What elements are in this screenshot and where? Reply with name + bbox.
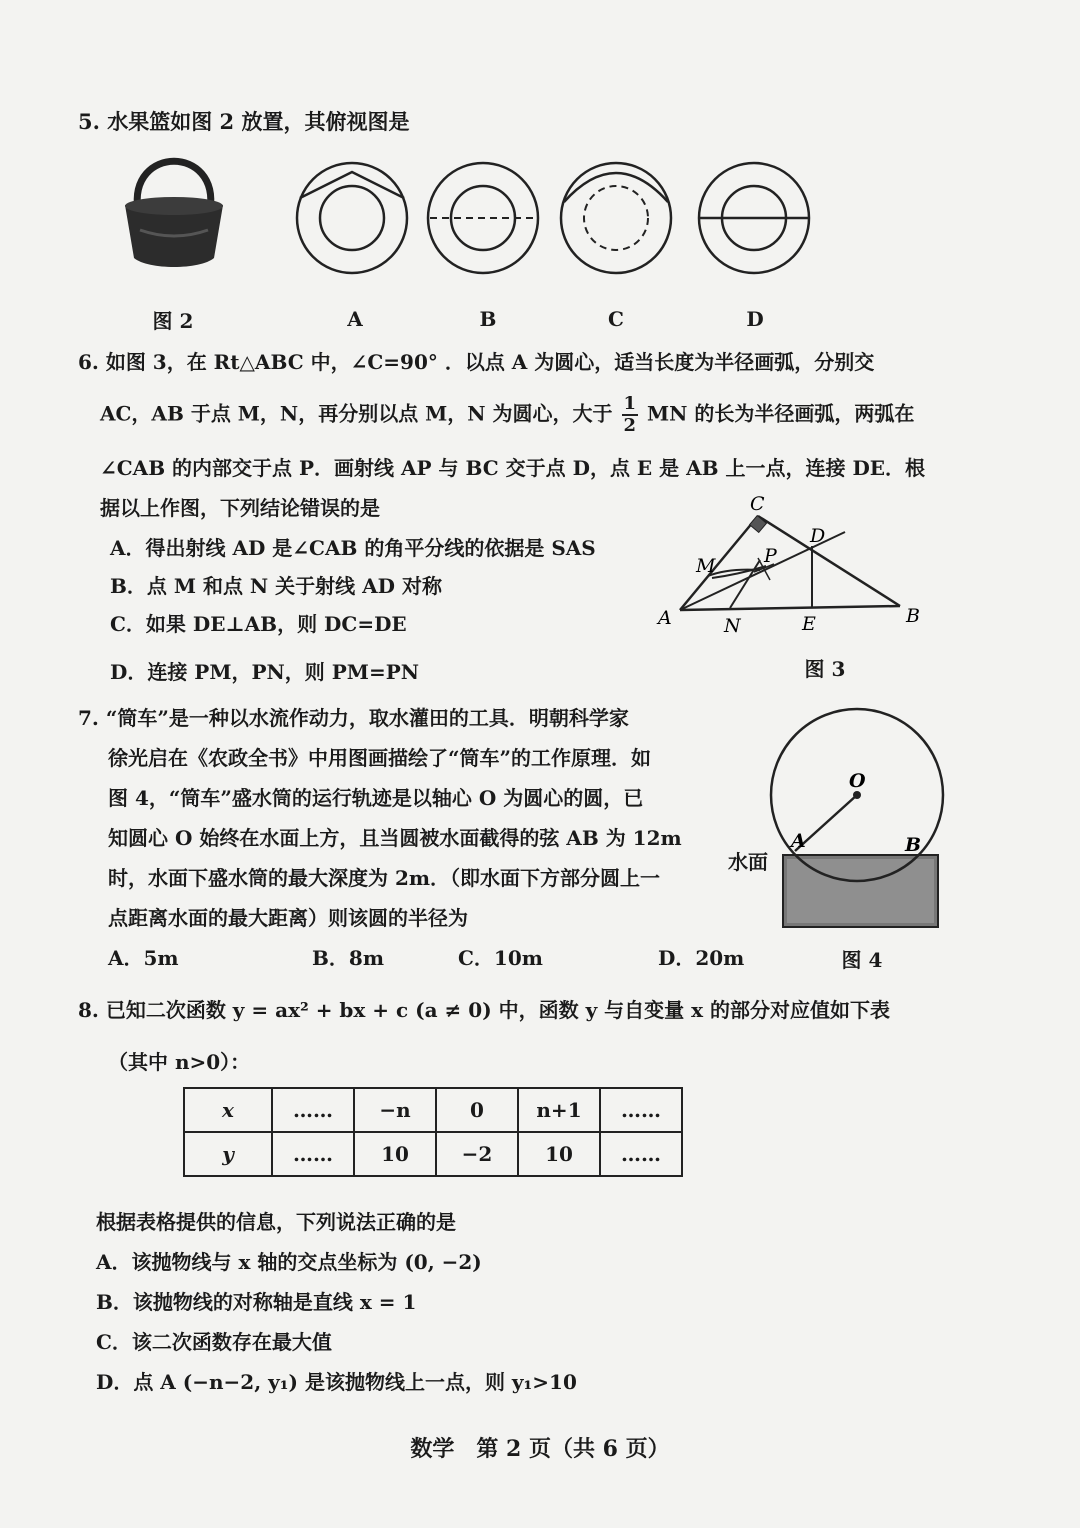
water-surface-label: 水面 <box>728 850 768 874</box>
q6-option-d: D．连接 PM，PN，则 PM=PN <box>110 660 420 684</box>
q8-stem: 8. 已知二次函数 y = ax² + bx + c (a ≠ 0) 中，函数 y 与自变量 x 的部分对应值如下表 <box>78 998 891 1022</box>
q5-figures <box>110 150 830 290</box>
table-row-y <box>184 1132 682 1176</box>
q8-option-b: B．该抛物线的对称轴是直线 x = 1 <box>96 1290 417 1314</box>
table-row-x <box>184 1088 682 1132</box>
q6-line2 <box>100 394 914 436</box>
option-d-figure <box>699 163 809 273</box>
table-cell: …… <box>600 1088 682 1132</box>
q7-option-d: D．20m <box>658 946 745 970</box>
fig3-caption: 图 3 <box>804 657 846 681</box>
label-a: A <box>658 607 672 629</box>
value-table <box>183 1087 683 1177</box>
q6-option-c: C．如果 DE⊥AB，则 DC=DE <box>110 612 407 636</box>
q6-line2b: MN 的长为半径画弧，两弧在 <box>647 401 915 426</box>
q7-line2: 徐光启在《农政全书》中用图画描绘了“筒车”的工作原理．如 <box>108 746 652 770</box>
option-b-figure <box>428 163 538 273</box>
label-o: O <box>849 770 866 792</box>
label-b: B <box>906 605 920 627</box>
table-cell: n+1 <box>518 1088 600 1132</box>
table-cell: 10 <box>518 1132 600 1176</box>
q7-line6: 点距离水面的最大距离）则该圆的半径为 <box>108 906 468 930</box>
label-p: P <box>764 545 777 567</box>
q7-line3: 图 4，“筒车”盛水筒的运行轨迹是以轴心 O 为圆心的圆，已 <box>108 786 644 810</box>
option-a-figure <box>297 163 407 273</box>
q8-option-c: C．该二次函数存在最大值 <box>96 1330 332 1354</box>
q8-option-a: A．该抛物线与 x 轴的交点坐标为 (0, −2) <box>96 1250 482 1274</box>
label-a4: A <box>791 830 806 852</box>
q7-option-b: B．8m <box>312 946 384 970</box>
fig2-caption: 图 2 <box>152 309 194 333</box>
caption-c: C <box>608 307 624 331</box>
q7-line5: 时，水面下盛水筒的最大深度为 2m．（即水面下方部分圆上一 <box>108 866 661 890</box>
label-b4: B <box>905 834 922 856</box>
q8-stem2: （其中 n>0）： <box>108 1050 251 1074</box>
q6-option-b: B．点 M 和点 N 关于射线 AD 对称 <box>110 574 442 598</box>
label-e: E <box>802 613 816 635</box>
table-cell: …… <box>272 1088 354 1132</box>
q7-line1: 7. “筒车”是一种以水流作动力，取水灌田的工具．明朝科学家 <box>78 706 629 730</box>
label-c: C <box>750 493 765 515</box>
caption-d: D <box>746 307 764 331</box>
table-cell: 10 <box>354 1132 436 1176</box>
table-cell: −n <box>354 1088 436 1132</box>
fraction-half: $\frac{1}{2}$ <box>623 393 637 436</box>
label-m: M <box>696 555 716 577</box>
table-cell: −2 <box>436 1132 518 1176</box>
figure-4 <box>725 695 955 940</box>
figure-3 <box>650 488 930 648</box>
table-cell: x <box>184 1088 272 1132</box>
caption-a: A <box>347 307 363 331</box>
q7-option-a: A．5m <box>108 946 179 970</box>
q5-stem: 5. 水果篮如图 2 放置，其俯视图是 <box>78 109 410 134</box>
q6-line4: 据以上作图，下列结论错误的是 <box>100 496 380 520</box>
label-d: D <box>810 525 826 547</box>
q6-line3: ∠CAB 的内部交于点 P．画射线 AP 与 BC 交于点 D，点 E 是 AB 上一点，连接 DE．根 <box>100 456 926 480</box>
basket-figure <box>125 161 223 267</box>
q6-line1: 6. 如图 3，在 Rt△ABC 中，∠C=90° ．以点 A 为圆心，适当长度为半径画弧，分别交 <box>78 350 875 374</box>
table-cell: …… <box>600 1132 682 1176</box>
q7-option-c: C．10m <box>458 946 543 970</box>
option-c-figure <box>561 163 671 273</box>
table-cell: …… <box>272 1132 354 1176</box>
q8-prompt: 根据表格提供的信息，下列说法正确的是 <box>96 1210 456 1234</box>
caption-b: B <box>479 307 497 331</box>
table-cell: 0 <box>436 1088 518 1132</box>
q8-option-d: D．点 A (−n−2, y₁) 是该抛物线上一点，则 y₁>10 <box>96 1370 577 1394</box>
q6-option-a: A．得出射线 AD 是∠CAB 的角平分线的依据是 SAS <box>110 536 596 560</box>
q7-line4: 知圆心 O 始终在水面上方，且当圆被水面截得的弦 AB 为 12m <box>108 826 682 850</box>
q6-line2a: AC，AB 于点 M，N，再分别以点 M，N 为圆心，大于 <box>100 401 613 426</box>
table-cell: y <box>184 1132 272 1176</box>
fig4-caption: 图 4 <box>841 948 883 972</box>
page-footer: 数学 第 2 页（共 6 页） <box>410 1436 670 1462</box>
label-n: N <box>724 615 741 637</box>
